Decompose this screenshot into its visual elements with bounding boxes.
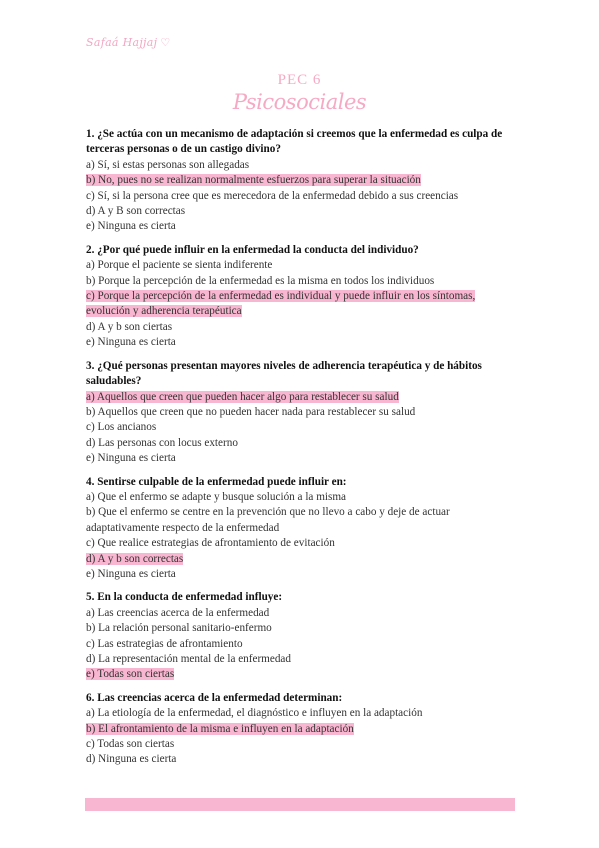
question-block [86, 127, 518, 235]
answer-option-text: e) Ninguna es cierta [86, 452, 176, 465]
answer-option-text: d) A y b son ciertas [86, 320, 173, 333]
answer-option [86, 621, 518, 636]
answer-option [86, 204, 518, 219]
question-title: 5. En la conducta de enfermedad influye: [86, 591, 283, 604]
answer-option [86, 436, 518, 451]
answer-option-text: d) A y B son correctas [86, 205, 186, 218]
answer-option-correct [86, 390, 518, 405]
question-block [86, 475, 518, 583]
answer-option [86, 706, 518, 721]
answer-option [86, 567, 518, 582]
answer-option-text: b) Aquellos que creen que no pueden hacer nada para restablecer su salud [86, 405, 416, 418]
answer-option [86, 752, 518, 767]
answer-option-correct [86, 667, 518, 682]
answer-option-text: d) Las personas con locus externo [86, 436, 238, 449]
heart-icon: ♡ [160, 36, 171, 49]
answer-option-text: e) Ninguna es cierta [86, 336, 176, 349]
author-name [86, 36, 171, 49]
answer-option-text: a) Aquellos que creen que pueden hacer algo para restablecer su salud [86, 390, 399, 403]
question-title: 3. ¿Qué personas presentan mayores niveles de adherencia terapéutica y de hábitos saludables? [86, 359, 482, 388]
answer-option [86, 420, 518, 435]
answer-option-correct [86, 289, 518, 320]
answer-option-text: c) Sí, si la persona cree que es merecedora de la enfermedad debido a sus creencias [86, 189, 459, 202]
answer-option-text: e) Ninguna es cierta [86, 220, 176, 233]
question-list [86, 127, 518, 776]
question-block [86, 590, 518, 682]
answer-option-text: e) Todas son ciertas [86, 668, 175, 681]
answer-option-text: d) La representación mental de la enfermedad [86, 653, 291, 665]
answer-option-text: c) Todas son ciertas [86, 738, 175, 751]
answer-option-text: d) Ninguna es cierta [86, 753, 177, 766]
answer-option [86, 606, 518, 621]
answer-option-text: a) Las creencias acerca de la enfermedad [86, 606, 270, 619]
answer-option [86, 274, 518, 289]
answer-option [86, 490, 518, 505]
answer-option-text: a) La etiología de la enfermedad, el diagnóstico e influyen en la adaptación [86, 707, 423, 720]
question-block [86, 691, 518, 768]
page-title: PEC 6 [277, 72, 322, 88]
answer-option-text: b) La relación personal sanitario-enfermo [86, 622, 272, 635]
answer-option-correct [86, 552, 518, 567]
question-title: 2. ¿Por qué puede influir en la enfermedad la conducta del individuo? [86, 243, 419, 256]
answer-option [86, 219, 518, 234]
answer-option-text: a) Sí, si estas personas son allegadas [86, 158, 250, 171]
answer-option [86, 335, 518, 350]
answer-option [86, 505, 518, 536]
answer-option [86, 189, 518, 204]
answer-option-text: c) Las estrategias de afrontamiento [86, 637, 243, 650]
page-subtitle: Psicosociales [232, 90, 367, 114]
answer-option-text: b) Porque la percepción de la enfermedad es la misma en todos los individuos [86, 274, 435, 287]
answer-option-text: e) Ninguna es cierta [86, 567, 176, 580]
answer-option [86, 652, 518, 667]
question-title: 4. Sentirse culpable de la enfermedad puede influir en: [86, 475, 347, 488]
answer-option [86, 258, 518, 273]
answer-option [86, 737, 518, 752]
answer-option-text: d) A y b son correctas [86, 552, 184, 565]
answer-option-correct [86, 173, 518, 188]
answer-option [86, 405, 518, 420]
answer-option-text: b) El afrontamiento de la misma e influyen en la adaptación [86, 722, 354, 735]
answer-option [86, 536, 518, 551]
question-title: 6. Las creencias acerca de la enfermedad determinan: [86, 691, 343, 704]
answer-option-text: c) Porque la percepción de la enfermedad es individual y puede influir en los síntomas, evolución y adherencia terapéutica [86, 290, 476, 318]
answer-option-text: a) Porque el paciente se sienta indiferente [86, 259, 273, 272]
footer-bar [85, 798, 515, 811]
answer-option [86, 158, 518, 173]
answer-option-correct [86, 722, 518, 737]
answer-option-text: a) Que el enfermo se adapte y busque solución a la misma [86, 490, 347, 503]
question-block [86, 359, 518, 467]
author-label: Safaá Hajjaj [86, 36, 158, 49]
question-title: 1. ¿Se actúa con un mecanismo de adaptación si creemos que la enfermedad es culpa de terceras personas o de un castigo divino? [86, 128, 503, 156]
question-block [86, 243, 518, 351]
answer-option-text: c) Que realice estrategias de afrontamiento de evitación [86, 537, 335, 550]
answer-option-text: b) Que el enfermo se centre en la prevención que no llevo a cabo y deje de actuar adaptativamente respecto de la enfermedad [86, 506, 450, 534]
answer-option [86, 451, 518, 466]
answer-option-text: b) No, pues no se realizan normalmente esfuerzos para superar la situación [86, 174, 421, 187]
answer-option [86, 320, 518, 335]
answer-option-text: c) Los ancianos [86, 421, 157, 434]
answer-option [86, 637, 518, 652]
